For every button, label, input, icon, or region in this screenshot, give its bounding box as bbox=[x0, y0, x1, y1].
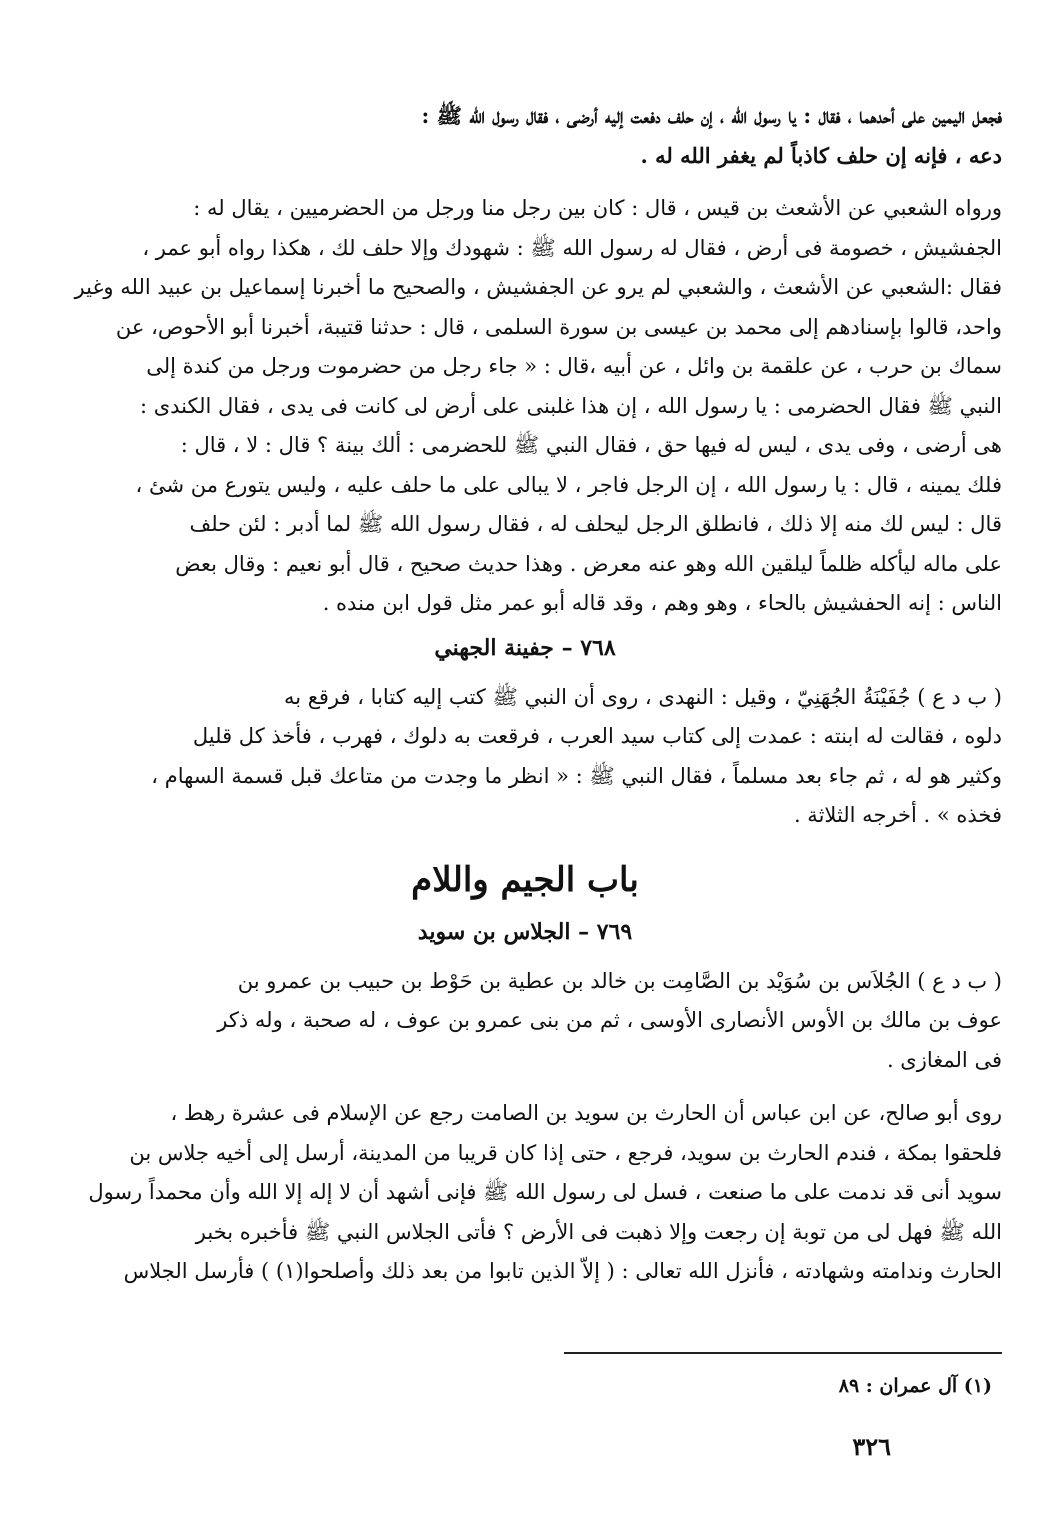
text-line: سويد أنى قد ندمت على ما صنعت ، فسل لى رسول الله ﷺ فإنى أشهد أن لا إله إلا الله وأن محمداً رسول bbox=[88, 1180, 1002, 1204]
chapter-heading: باب الجيم واللام bbox=[411, 859, 639, 900]
footnote-divider bbox=[564, 1352, 1002, 1354]
text-line: وكثير هو له ، ثم جاء بعد مسلماً ، فقال النبي ﷺ : « انظر ما وجدت من متاعك قبل قسمة السهام ، bbox=[151, 763, 1002, 788]
text-line: دلوه ، فقالت له ابنته : عمدت إلى كتاب سيد العرب ، فرقعت به دلوك ، فهرب ، فأخذ كل قليل bbox=[192, 724, 1002, 748]
abu-salih-narration-paragraph bbox=[48, 1094, 1002, 1292]
text-line: روى أبو صالح، عن ابن عباس أن الحارث بن سويد بن الصامت رجع عن الإسلام فى عشرة رهط ، bbox=[170, 1101, 1002, 1125]
text-line: واحد، قالوا بإسنادهم إلى محمد بن عيسى بن سورة السلمى ، قال : حدثنا قتيبة، أخبرنا أبو الأحوص، عن bbox=[115, 314, 1002, 339]
text-line: ورواه الشعبي عن الأشعث بن قيس ، قال : كان بين رجل منا ورجل من الحضرميين ، يقال له : bbox=[193, 196, 1002, 220]
text-line: النبي ﷺ فقال الحضرمى : يا رسول الله ، إن هذا غلبنى على أرض لى كانت فى يدى ، فقال الكندى : bbox=[139, 393, 1002, 418]
text-line: فى المغازى . bbox=[886, 1047, 1002, 1072]
entry-769-paragraph bbox=[48, 962, 1002, 1081]
text-line: الناس : إنه الحفشيش بالحاء ، وهو وهم ، وقد قاله أبو عمر مثل قول ابن منده . bbox=[322, 591, 1002, 615]
text-line: فلك يمينه ، قال : يا رسول الله ، إن الرجل فاجر ، لا يبالى على ما حلف عليه ، وليس يتورع من شئ ، bbox=[135, 472, 1002, 497]
text-line: هى أرضى ، وفى يدى ، ليس له فيها حق ، فقال النبي ﷺ للحضرمى : ألك بينة ؟ قال : لا ، قال : bbox=[180, 433, 1002, 457]
text-line: الجفشيش ، خصومة فى أرض ، فقال له رسول الله ﷺ : شهودك وإلا حلف لك ، هكذا رواه أبو عمر ، bbox=[142, 235, 1002, 260]
text-line: فجعل اليمين على أحدهما ، فقال : يا رسول الله ، إن حلف دفعت إليه أرضى ، فقال رسول الله ﷺ : bbox=[421, 103, 1002, 128]
footnote: (١) آل عمران : ٨٩ bbox=[838, 1375, 992, 1397]
page-number: ٣٢٦ bbox=[852, 1432, 891, 1461]
entry-769-heading: ٧٦٩ – الجلاس بن سويد bbox=[417, 918, 633, 945]
text-line: فلحقوا بمكة ، فندم الحارث بن سويد، فرجع ، حتى إذا كان قريبا من المدينة، أرسل إلى أخيه جلاس بن bbox=[129, 1140, 1002, 1165]
text-line: دعه ، فإنه إن حلف كاذباً لم يغفر الله له . bbox=[640, 142, 1002, 168]
entry-768-paragraph bbox=[48, 678, 1002, 836]
text-line: قال : ليس لك منه إلا ذلك ، فانطلق الرجل ليحلف له ، فقال رسول الله ﷺ لما أدبر : لئن حلف bbox=[189, 512, 1002, 536]
text-line: فقال :الشعبي عن الأشعث ، والشعبي لم يرو عن الجفشيش ، والصحيح ما أخبرنا إسماعيل بن عبيد الله وغير bbox=[74, 275, 1002, 299]
text-line: فخذه » . أخرجه الثلاثة . bbox=[793, 803, 1002, 827]
text-line: ( ب د ع ) جُفَيْنَةُ الجُهَنِيّ ، وقيل : النهدى ، روى أن النبي ﷺ كتب إليه كتابا ، فرقع به bbox=[283, 684, 1002, 709]
entry-768-heading: ٧٦٨ – جفينة الجهني bbox=[434, 634, 616, 661]
text-line: الله ﷺ فهل لى من توبة إن رجعت وإلا ذهبت فى الأرض ؟ فأتى الجلاس النبي ﷺ فأخبره بخبر bbox=[195, 1219, 1002, 1244]
continuation-paragraph bbox=[48, 96, 1002, 175]
text-line: سماك بن حرب ، عن علقمة بن وائل ، عن أبيه ،قال : « جاء رجل من حضرموت ورجل من كندة إلى bbox=[146, 354, 1002, 378]
shabi-narration-paragraph bbox=[48, 189, 1002, 624]
text-line: عوف بن مالك بن الأوس الأنصارى الأوسى ، ثم من بنى عمرو بن عوف ، له صحبة ، وله ذكر bbox=[217, 1008, 1002, 1032]
text-line: ( ب د ع ) الجُلاَس بن سُوَيْد بن الصَّامِت بن خالد بن عطية بن حَوْط بن حبيب بن عمرو بن bbox=[237, 968, 1002, 993]
text-line: على ماله ليأكله ظلماً ليلقين الله وهو عنه معرض . وهذا حديث صحيح ، قال أبو نعيم : وقال بعض bbox=[175, 551, 1002, 576]
text-line: الحارث وندامته وشهادته ، فأنزل الله تعالى : ( إلاّ الذين تابوا من بعد ذلك وأصلحوا(١) ) فأرسل الجلاس bbox=[123, 1259, 1002, 1283]
